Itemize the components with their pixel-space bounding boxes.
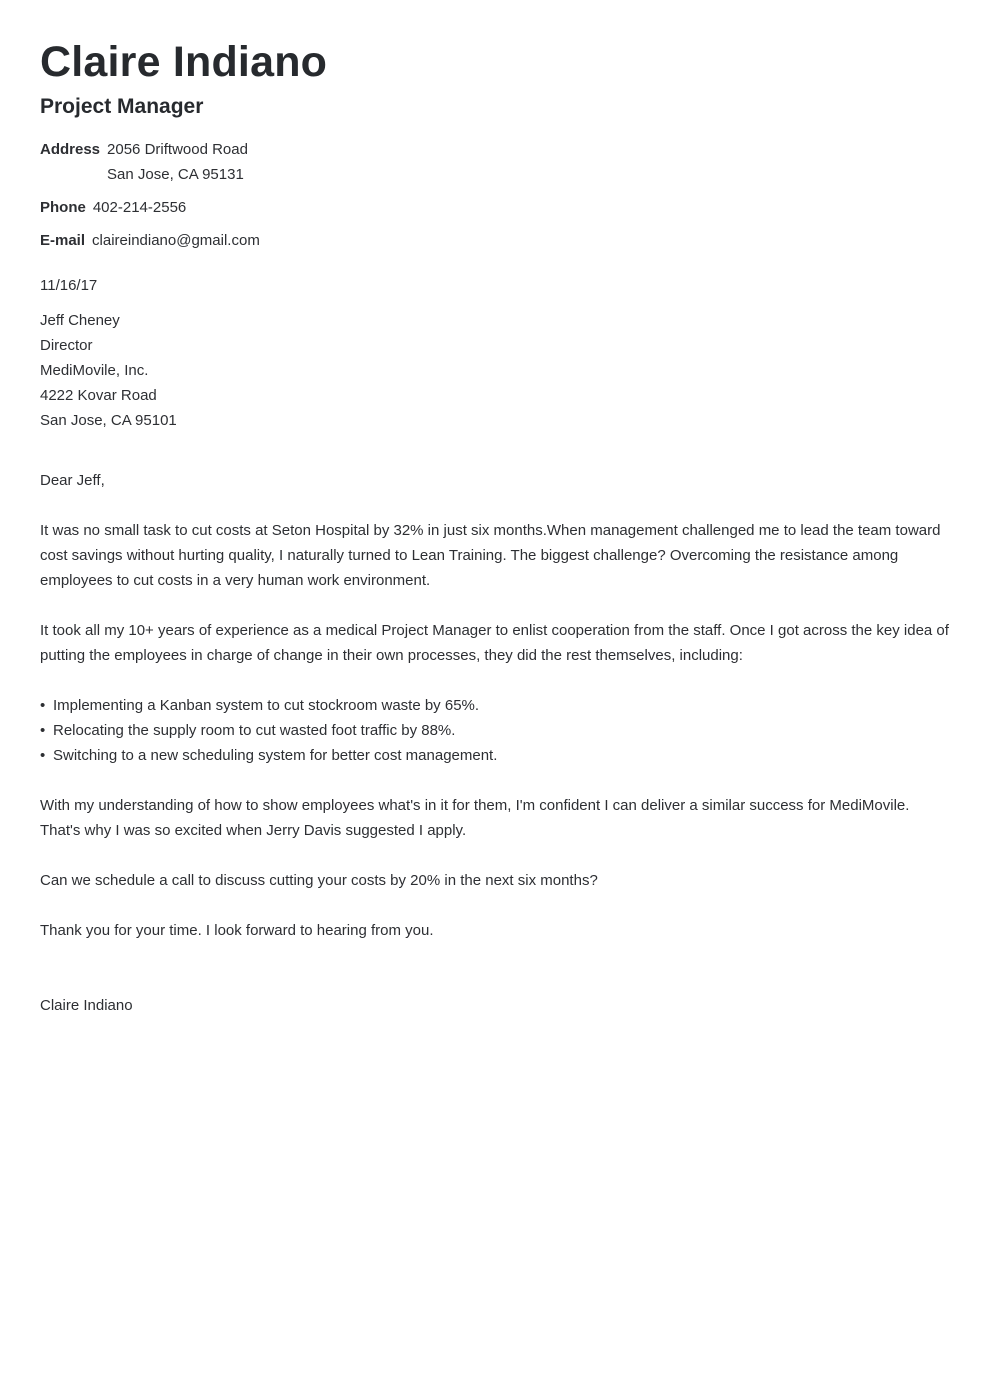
list-item-text: Relocating the supply room to cut wasted foot traffic by 88%. [53,722,456,739]
bullet-icon: • [40,697,46,714]
signature-name: Claire Indiano [40,997,133,1014]
address-line-1: 2056 Driftwood Road [107,141,248,158]
bullet-icon: • [40,722,46,739]
paragraph-1: It was no small task to cut costs at Seton Hospital by 32% in just six months.When management challenged me to lead the team toward cost savings without hurting quality, I naturally turned to Lean Training. The biggest challenge? Overcoming the resistance among employees to cut costs in a very human work environment. [40,522,941,589]
phone-label: Phone [40,199,86,216]
recipient-name: Jeff Cheney [40,312,120,329]
list-item-text: Switching to a new scheduling system for better cost management. [53,747,498,764]
applicant-name: Claire Indiano [40,38,328,86]
list-item [40,718,497,743]
paragraph-3: With my understanding of how to show employees what's in it for them, I'm confident I can deliver a similar success for MediMovile. That's why I was so excited when Jerry Davis suggested I apply. [40,797,910,839]
address-line-2: San Jose, CA 95131 [107,166,244,183]
recipient-block [40,308,952,433]
contact-phone [40,195,186,220]
paragraph-4: Can we schedule a call to discuss cutting your costs by 20% in the next six months? [40,872,598,889]
letter-date: 11/16/17 [40,277,98,294]
address-label: Address [40,141,101,158]
paragraph-5: Thank you for your time. I look forward to hearing from you. [40,922,434,939]
address-value [107,137,248,187]
list-item [40,693,497,718]
list-item [40,743,497,768]
email-label: E-mail [40,232,86,249]
email-value: claireindiano@gmail.com [92,232,260,249]
phone-value: 402-214-2556 [92,199,187,216]
recipient-title: Director [40,337,93,354]
recipient-street: 4222 Kovar Road [40,387,157,404]
salutation: Dear Jeff, [40,472,105,489]
paragraph-2: It took all my 10+ years of experience as a medical Project Manager to enlist cooperation from the staff. Once I got across the key idea of putting the employees in charge of change in their own processes, they did the rest themselves, including: [40,622,949,664]
recipient-city: San Jose, CA 95101 [40,412,177,429]
applicant-job-title: Project Manager [40,95,204,118]
contact-address [40,137,248,187]
list-item-text: Implementing a Kanban system to cut stockroom waste by 65%. [53,697,480,714]
recipient-company: MediMovile, Inc. [40,362,149,379]
achievements-list [40,693,497,768]
contact-email [40,228,260,253]
bullet-icon: • [40,747,46,764]
